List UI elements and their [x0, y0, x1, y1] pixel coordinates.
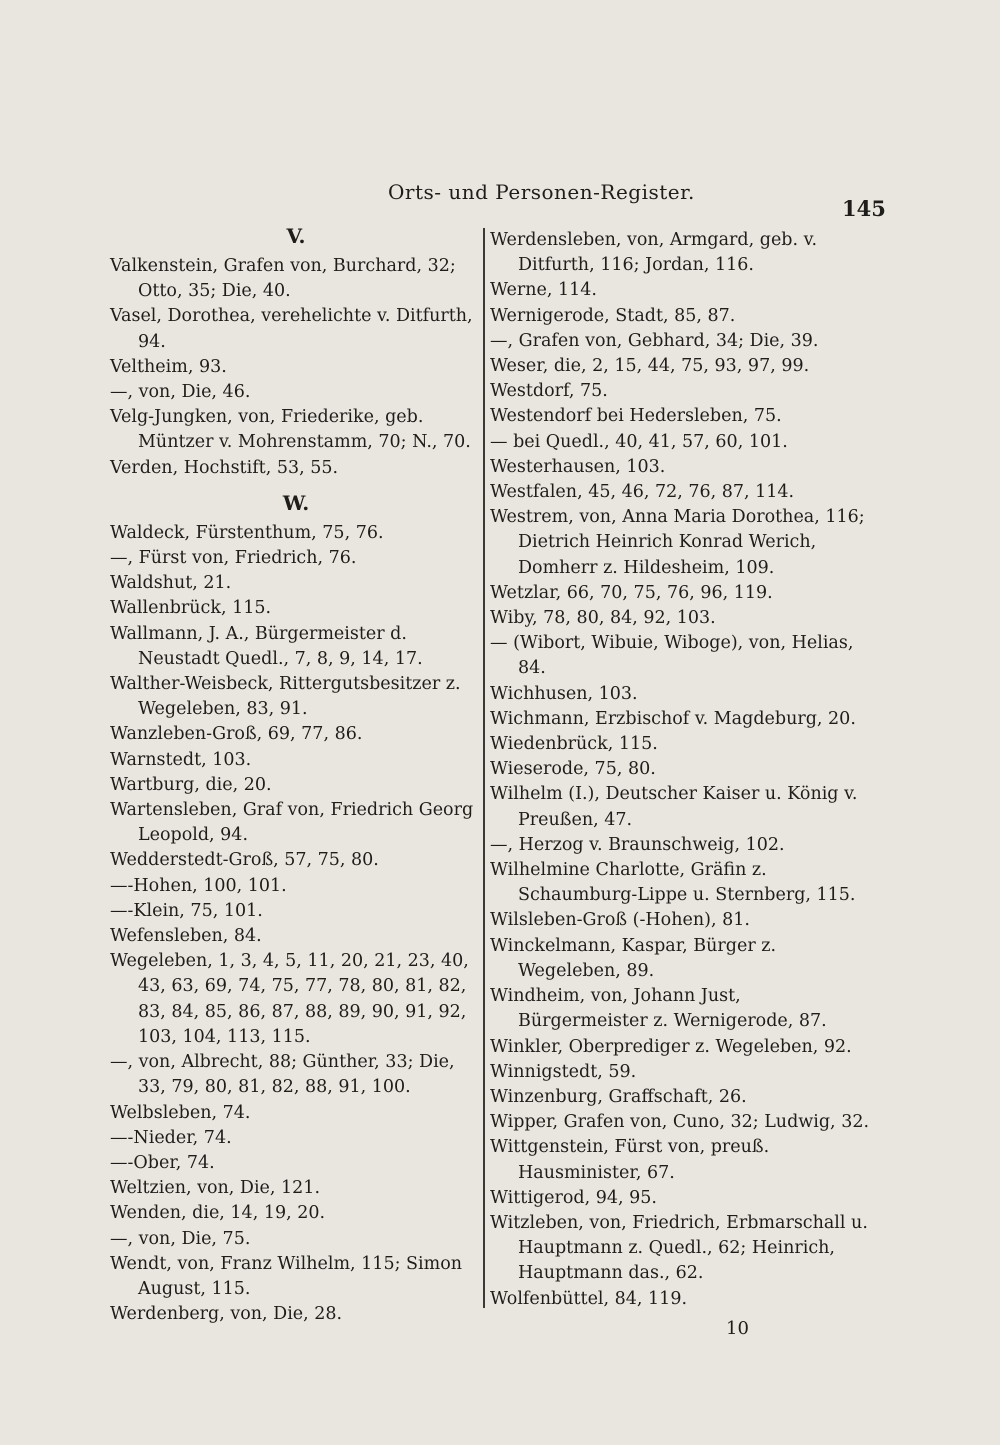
index-entry: Welbsleben, 74.: [110, 1102, 251, 1123]
index-entry: Wallenbrück, 115.: [110, 598, 272, 619]
index-entry: Warnstedt, 103.: [110, 749, 252, 770]
index-entry: Westdorf, 75.: [490, 381, 608, 402]
index-entry: Wartensleben, Graf von, Friedrich Georg Leopold, 94.: [110, 800, 474, 846]
index-entry: Winkler, Oberprediger z. Wegeleben, 92.: [490, 1036, 852, 1057]
index-entry: Verden, Hochstift, 53, 55.: [110, 457, 339, 478]
index-entry: Wanzleben-Groß, 69, 77, 86.: [110, 724, 363, 745]
index-entry: Valkenstein, Grafen von, Burchard, 32; Otto, 35; Die, 40.: [110, 256, 456, 302]
index-entry: Velg-Jungken, von, Friederike, geb. Müntzer v. Mohrenstamm, 70; N., 70.: [110, 407, 471, 453]
right-column: [490, 228, 870, 1312]
index-entry: — bei Quedl., 40, 41, 57, 60, 101.: [490, 431, 788, 452]
index-entry: Wenden, die, 14, 19, 20.: [110, 1203, 326, 1224]
index-entry: Westerhausen, 103.: [490, 456, 666, 477]
index-entry: Weser, die, 2, 15, 44, 75, 93, 97, 99.: [490, 356, 810, 377]
index-entry: Witzleben, von, Friedrich, Erbmarschall u. Hauptmann z. Quedl., 62; Heinrich, Hauptmann das., 62.: [490, 1212, 868, 1284]
column-divider: [483, 228, 485, 1308]
index-entry: — (Wibort, Wibuie, Wiboge), von, Helias, 84.: [490, 633, 854, 679]
index-entry: Wichhusen, 103.: [490, 683, 638, 704]
index-entry: Werne, 114.: [490, 280, 597, 301]
section-heading-v: V.: [286, 224, 306, 248]
index-entry: —-Klein, 75, 101.: [110, 900, 263, 921]
index-entry: Werdensleben, von, Armgard, geb. v. Ditfurth, 116; Jordan, 116.: [490, 230, 818, 276]
index-entry: —, Fürst von, Friedrich, 76.: [110, 548, 357, 569]
index-entry: Wilsleben-Groß (-Hohen), 81.: [490, 910, 750, 931]
entries-right: [490, 228, 870, 1312]
index-entry: Wegeleben, 1, 3, 4, 5, 11, 20, 21, 23, 40, 43, 63, 69, 74, 75, 77, 78, 80, 81, 82, 83, 84, 85, 86, 87, 88, 89, 90, 91, 92, 103, 104, 113, 115.: [110, 951, 469, 1047]
index-entry: Wallmann, J. A., Bürgermeister d. Neustadt Quedl., 7, 8, 9, 14, 17.: [110, 623, 423, 669]
index-entry: Westrem, von, Anna Maria Dorothea, 116; Dietrich Heinrich Konrad Werich, Domherr z. Hildesheim, 109.: [490, 507, 865, 578]
entries-w: [110, 521, 482, 1328]
index-entry: Wipper, Grafen von, Cuno, 32; Ludwig, 32.: [490, 1112, 870, 1133]
index-entry: Westfalen, 45, 46, 72, 76, 87, 114.: [490, 482, 795, 503]
index-entry: —, von, Die, 75.: [110, 1228, 251, 1249]
index-entry: —, Herzog v. Braunschweig, 102.: [490, 834, 785, 855]
index-entry: Winnigstedt, 59.: [490, 1061, 637, 1082]
index-entry: Waldshut, 21.: [110, 573, 232, 594]
index-entry: Vasel, Dorothea, verehelichte v. Ditfurth, 94.: [110, 306, 473, 352]
sheet-signature: 10: [726, 1318, 749, 1339]
running-header: Orts- und Personen-Register.: [388, 180, 695, 204]
index-entry: Walther-Weisbeck, Rittergutsbesitzer z. Wegeleben, 83, 91.: [110, 674, 461, 720]
index-entry: —, Grafen von, Gebhard, 34; Die, 39.: [490, 330, 819, 351]
left-column: [110, 222, 482, 1327]
index-entry: Weltzien, von, Die, 121.: [110, 1178, 321, 1199]
index-entry: —-Nieder, 74.: [110, 1127, 232, 1148]
index-entry: —, von, Die, 46.: [110, 382, 251, 403]
index-entry: Wendt, von, Franz Wilhelm, 115; Simon August, 115.: [110, 1253, 463, 1299]
index-entry: Wichmann, Erzbischof v. Magdeburg, 20.: [490, 708, 856, 729]
index-entry: Veltheim, 93.: [110, 356, 227, 377]
entries-v: [110, 254, 482, 481]
index-entry: Wefensleben, 84.: [110, 926, 262, 947]
section-heading-w: W.: [282, 490, 310, 515]
index-entry: Wetzlar, 66, 70, 75, 76, 96, 119.: [490, 582, 773, 603]
index-entry: Wartburg, die, 20.: [110, 774, 272, 795]
page-number: 145: [842, 196, 886, 221]
index-entry: —, von, Albrecht, 88; Günther, 33; Die, 33, 79, 80, 81, 82, 88, 91, 100.: [110, 1052, 455, 1098]
index-entry: Wedderstedt-Groß, 57, 75, 80.: [110, 850, 379, 871]
index-entry: Wilhelmine Charlotte, Gräfin z. Schaumburg-Lippe u. Sternberg, 115.: [490, 860, 856, 906]
index-entry: Werdenberg, von, Die, 28.: [110, 1304, 343, 1325]
index-entry: —-Ober, 74.: [110, 1152, 215, 1173]
index-entry: Wiby, 78, 80, 84, 92, 103.: [490, 608, 716, 629]
index-entry: Winzenburg, Graffschaft, 26.: [490, 1086, 747, 1107]
index-entry: Wieserode, 75, 80.: [490, 759, 656, 780]
index-entry: Wittigerod, 94, 95.: [490, 1187, 657, 1208]
index-entry: Westendorf bei Hedersleben, 75.: [490, 406, 782, 427]
index-entry: Winckelmann, Kaspar, Bürger z. Wegeleben, 89.: [490, 935, 777, 981]
index-entry: Wiedenbrück, 115.: [490, 734, 658, 755]
index-entry: Wilhelm (I.), Deutscher Kaiser u. König v. Preußen, 47.: [490, 784, 858, 830]
index-entry: Windheim, von, Johann Just, Bürgermeister z. Wernigerode, 87.: [490, 986, 827, 1032]
index-entry: Wernigerode, Stadt, 85, 87.: [490, 305, 736, 326]
index-entry: Waldeck, Fürstenthum, 75, 76.: [110, 522, 384, 543]
index-entry: Wolfenbüttel, 84, 119.: [490, 1288, 688, 1309]
index-entry: Wittgenstein, Fürst von, preuß. Hausminister, 67.: [490, 1137, 770, 1183]
index-entry: —-Hohen, 100, 101.: [110, 875, 287, 896]
